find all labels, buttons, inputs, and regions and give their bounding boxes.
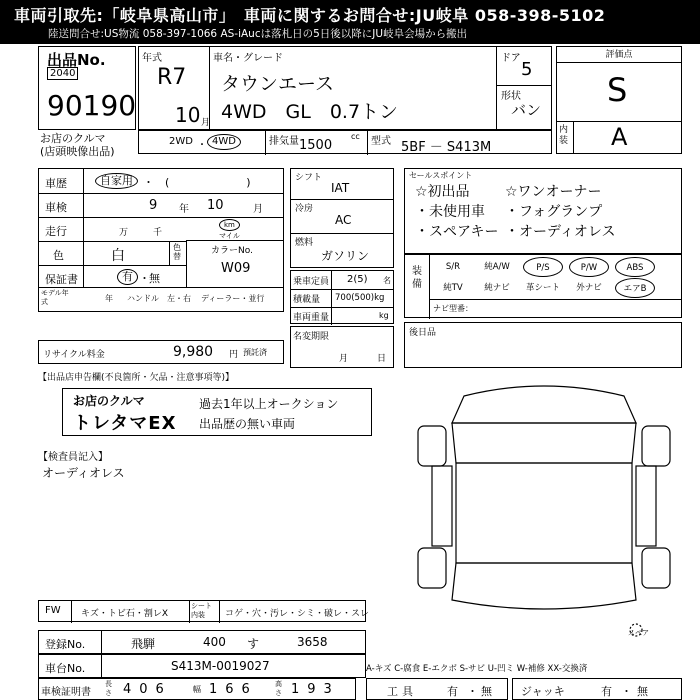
ad-line1: 過去1年以上オークション bbox=[199, 397, 339, 411]
spec-row bbox=[138, 130, 552, 154]
color-code-box bbox=[186, 240, 284, 288]
score-value: S bbox=[607, 71, 628, 109]
drive-4wd: 4WD bbox=[207, 134, 241, 150]
inspector-value: オーディオレス bbox=[42, 466, 125, 480]
mileage-label: 走行 bbox=[45, 225, 67, 238]
header-line2: 陸送問合せ:US物流 058-397-1066 AS-iAucは落札日の5日後以降にJU岐阜会場から搬出 bbox=[48, 28, 468, 40]
fw-label: FW bbox=[45, 605, 61, 616]
equip-leather: 革シート bbox=[525, 283, 560, 293]
certificate-width: 166 bbox=[209, 682, 258, 697]
car-diagram bbox=[404, 378, 684, 638]
type-value: 5BF － S413M bbox=[401, 140, 492, 155]
chassis-row bbox=[38, 654, 366, 678]
mileage-sen: 千 bbox=[153, 228, 163, 238]
model-year-label: モデル年式 bbox=[41, 289, 69, 306]
year-era: R7 bbox=[157, 65, 187, 90]
jack-no: 無 bbox=[637, 685, 648, 698]
fw-row bbox=[38, 600, 370, 622]
equip-ps: P/S bbox=[523, 257, 563, 277]
model-year-handle: ハンドル 左・右 bbox=[127, 294, 191, 303]
tools-row bbox=[366, 678, 508, 700]
ad-logo2: トレタマEX bbox=[73, 413, 177, 434]
jack-label: ジャッキ bbox=[521, 685, 565, 698]
sales-point-2: ☆ワンオーナー bbox=[505, 184, 602, 200]
car-front-hood bbox=[452, 386, 636, 423]
recycle-value: 9,980 bbox=[173, 344, 214, 360]
lot-box bbox=[38, 46, 136, 130]
displacement-unit: cc bbox=[351, 132, 360, 141]
score-box bbox=[556, 46, 682, 154]
ad-logo1: お店のクルマ bbox=[73, 394, 145, 408]
fw-text: キズ・トビ石・割レX bbox=[81, 609, 168, 619]
registration-area: 飛騨 bbox=[131, 637, 156, 651]
post-date-box bbox=[404, 322, 682, 368]
mileage-mile: マイル bbox=[219, 232, 240, 240]
treta-ad bbox=[62, 388, 372, 436]
lot-number: 90190 bbox=[47, 89, 137, 122]
inspection-year-unit: 年 bbox=[179, 204, 189, 215]
history-value: 自家用 bbox=[95, 173, 138, 189]
displacement-label: 排気量 bbox=[269, 136, 299, 147]
inspector-label: 【検査員記入】 bbox=[38, 452, 108, 463]
jack-row bbox=[512, 678, 682, 700]
model-label: 車名・グレード bbox=[213, 53, 283, 64]
chassis-value: S413M-0019027 bbox=[171, 659, 270, 673]
header-line1: 車両引取先:「岐阜県高山市」 車両に関するお問合せ:JU岐阜 058-398-5102 bbox=[14, 6, 606, 25]
car-roof bbox=[456, 463, 632, 563]
equip-sr: S/R bbox=[445, 262, 461, 272]
tools-sep: ・ bbox=[467, 685, 478, 698]
comments-label: 【出品店申告欄(不良箇所・欠品・注意事項等)】 bbox=[38, 373, 235, 383]
color-code: W09 bbox=[221, 261, 251, 276]
equipment-box bbox=[404, 254, 682, 318]
inspection-label: 車検 bbox=[45, 201, 67, 214]
color-label: 色 bbox=[53, 249, 64, 262]
weight-label: 車両重量 bbox=[293, 313, 330, 323]
year-label: 年式 bbox=[142, 53, 162, 64]
wheel-rear-left bbox=[418, 548, 446, 588]
capacity-box bbox=[290, 270, 394, 324]
wheel-front-right bbox=[642, 426, 670, 466]
shop-car-line1: お店のクルマ bbox=[40, 132, 106, 145]
certificate-label: 車検証明書 bbox=[41, 687, 91, 698]
jack-yes: 有 bbox=[601, 685, 612, 698]
name-change-box bbox=[290, 326, 394, 368]
lot-sub: 2040 bbox=[47, 67, 78, 80]
recycle-box bbox=[38, 340, 284, 364]
model-grade: 4WD GL 0.7トン bbox=[221, 101, 399, 123]
inspection-year: 9 bbox=[149, 198, 158, 213]
registration-row bbox=[38, 630, 366, 654]
shape-label: 形状 bbox=[501, 91, 521, 102]
color-change-label: 色替 bbox=[173, 243, 181, 261]
sales-label: セールスポイント bbox=[409, 171, 473, 180]
tools-no: 無 bbox=[481, 685, 492, 698]
registration-kana: す bbox=[247, 637, 260, 651]
registration-number: 3658 bbox=[297, 635, 328, 649]
recycle-unit: 円 bbox=[229, 350, 239, 360]
equip-pw: P/W bbox=[569, 257, 609, 277]
ad-line2: 出品歴の無い車両 bbox=[199, 417, 296, 431]
ac-value: AC bbox=[335, 213, 352, 227]
history-label: 車歴 bbox=[45, 177, 67, 190]
model-year-unit: 年 bbox=[105, 294, 113, 303]
name-change-day: 日 bbox=[377, 354, 387, 364]
warranty-sep: ・ bbox=[139, 272, 150, 285]
drive-2wd: 2WD bbox=[169, 136, 193, 147]
chassis-label: 車台No. bbox=[45, 662, 86, 675]
sales-point-1: ☆初出品 bbox=[415, 184, 470, 200]
color-code-label: カラーNo. bbox=[211, 246, 253, 256]
model-year-dealer: ディーラー・並行 bbox=[201, 294, 265, 303]
equipment-label: 装備 bbox=[412, 266, 422, 290]
lot-label: 出品No. bbox=[47, 51, 106, 69]
warranty-label: 保証書 bbox=[45, 273, 78, 286]
shift-box bbox=[290, 168, 394, 268]
score-label: 評価点 bbox=[557, 47, 681, 63]
capacity-label: 乗車定員 bbox=[293, 277, 330, 287]
vehicle-box bbox=[138, 46, 552, 130]
mileage-km: km bbox=[219, 219, 240, 231]
year-month: 10 bbox=[175, 103, 201, 127]
recycle-note: 預託済 bbox=[243, 348, 267, 357]
certificate-width-label: 幅 bbox=[193, 685, 201, 694]
certificate-row bbox=[38, 678, 356, 700]
warranty-no: 無 bbox=[149, 272, 160, 285]
year-month-unit: 月 bbox=[201, 118, 211, 128]
registration-label: 登録No. bbox=[45, 638, 86, 651]
fuel-label: 燃料 bbox=[295, 238, 314, 248]
jack-sep: ・ bbox=[621, 685, 632, 698]
shift-value: IAT bbox=[331, 181, 350, 195]
interior-value: A bbox=[611, 123, 628, 151]
interior-label: 内装 bbox=[559, 125, 569, 146]
sales-point-6: ・オーディオレス bbox=[505, 224, 616, 240]
name-change-month: 月 bbox=[339, 354, 349, 364]
car-rear bbox=[452, 563, 636, 609]
post-date-label: 後日品 bbox=[409, 328, 437, 338]
model-name: タウンエース bbox=[221, 73, 335, 95]
wheel-front-left bbox=[418, 426, 446, 466]
shop-car-line2: (店頭映像出品) bbox=[40, 145, 115, 158]
tools-label: 工具 bbox=[387, 685, 417, 698]
certificate-length: 406 bbox=[123, 682, 172, 697]
shape-value: バン bbox=[511, 101, 542, 119]
doors-label: ドア bbox=[501, 53, 521, 64]
type-label: 型式 bbox=[371, 136, 391, 147]
inspection-month-unit: 月 bbox=[253, 204, 263, 215]
capacity-value: 2(5) bbox=[347, 274, 368, 285]
header-bar bbox=[0, 0, 700, 44]
sales-box bbox=[404, 168, 682, 254]
load-value: 700(500)kg bbox=[335, 293, 385, 303]
equip-navi-model: ナビ型番： bbox=[433, 304, 473, 313]
certificate-height-label: 高さ bbox=[275, 680, 282, 697]
equip-abs: ABS bbox=[615, 257, 655, 277]
drive-sep: ・ bbox=[197, 140, 207, 151]
certificate-height: 193 bbox=[291, 682, 340, 697]
capacity-unit: 名 bbox=[383, 276, 391, 285]
equip-aw: 純A/W bbox=[484, 262, 510, 272]
weight-unit: kg bbox=[379, 311, 389, 320]
load-label: 積載量 bbox=[293, 295, 321, 305]
recycle-label: リサイクル料金 bbox=[43, 350, 105, 360]
sales-point-4: ・フォグランプ bbox=[505, 204, 603, 220]
shift-label: シフト bbox=[295, 173, 323, 183]
certificate-length-label: 長さ bbox=[105, 680, 112, 697]
sales-point-5: ・スペアキー bbox=[415, 224, 499, 240]
color-value: 白 bbox=[111, 248, 125, 264]
equip-tv: 純TV bbox=[443, 283, 463, 293]
mileage-man: 万 bbox=[119, 228, 129, 238]
car-right-side bbox=[636, 466, 656, 546]
ac-label: 冷房 bbox=[295, 204, 314, 214]
fw-seat-label: シート内装 bbox=[191, 602, 212, 619]
registration-class: 400 bbox=[203, 635, 226, 649]
fuel-value: ガソリン bbox=[321, 249, 370, 263]
wheel-rear-right bbox=[642, 548, 670, 588]
fw-seat-text: コゲ・穴・汚レ・シミ・破レ・スレ bbox=[225, 609, 370, 619]
warranty-yes: 有 bbox=[117, 269, 138, 285]
tools-yes: 有 bbox=[447, 685, 458, 698]
equip-ext-navi: 外ナビ bbox=[576, 283, 602, 293]
sales-point-3: ・未使用車 bbox=[415, 204, 485, 220]
equip-navi: 純ナビ bbox=[484, 283, 510, 293]
history-rest: ・ ( ) bbox=[143, 176, 251, 189]
car-left-side bbox=[432, 466, 452, 546]
damage-legend: A-キズ C-腐食 E-エクボ S-サビ U-凹ミ W-補修 XX-交換済 bbox=[366, 664, 588, 674]
displacement-value: 1500 bbox=[299, 138, 333, 153]
equip-airbag: エアB bbox=[615, 278, 655, 298]
name-change-label: 名変期限 bbox=[293, 332, 330, 342]
inspection-month: 10 bbox=[207, 198, 224, 213]
doors-value: 5 bbox=[521, 59, 533, 80]
car-windshield bbox=[452, 423, 636, 463]
spare-label: スペア bbox=[628, 629, 649, 637]
